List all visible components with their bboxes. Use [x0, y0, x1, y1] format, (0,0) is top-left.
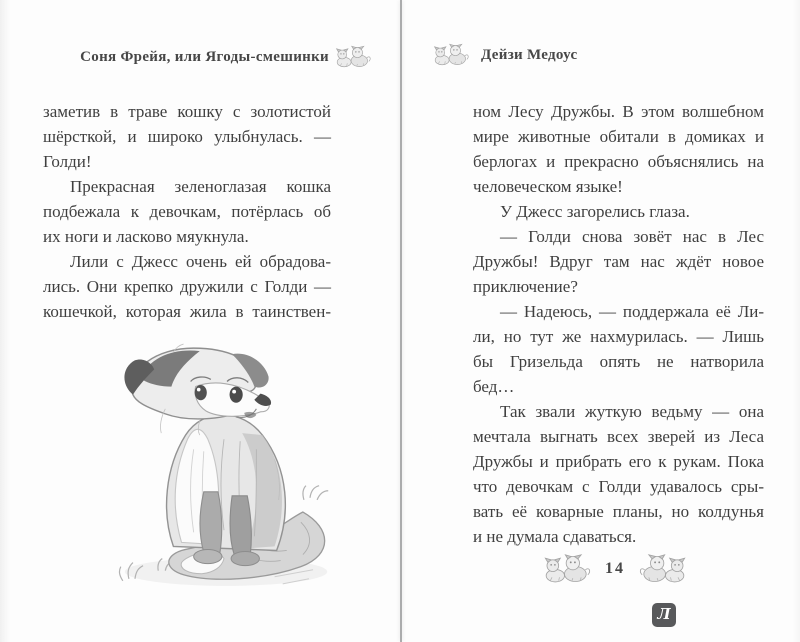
author-name: Дейзи Медоус	[481, 46, 578, 63]
two-puppies-sketch-icon	[432, 40, 470, 70]
text-line: У Джесс загорелись глаза.	[500, 202, 690, 221]
text-line: человеческом языке!	[473, 177, 623, 196]
text-line: лись. Они крепко дружили с Голди —	[43, 277, 331, 296]
text-line: Так звали жуткую ведьму — она	[500, 402, 764, 421]
text-line: — Надеюсь, — поддержала её Ли-	[500, 302, 764, 321]
text-line: бед…	[473, 377, 515, 396]
text-line: вать её коварные планы, но колдунья	[473, 502, 764, 521]
text-line: мечтала выгнать всех зверей из Леса	[473, 427, 764, 446]
text-line: Лили с Джесс очень ей обрадова-	[70, 252, 331, 271]
page-gutter-divider	[400, 0, 402, 642]
text-line: мире животные обитали в домиках и	[473, 127, 764, 146]
text-line: что девочкам с Голди удавалось сры-	[473, 477, 764, 496]
text-line: Прекрасная зеленоглазая кошка	[70, 177, 331, 196]
two-puppies-sketch-icon	[334, 42, 372, 72]
text-line: берлогах и прекрасно объяснялись на	[473, 152, 764, 171]
labirint-watermark-logo	[652, 603, 676, 627]
text-line: бы Гризельда опять не натворила	[473, 352, 764, 371]
text-line: кошечкой, которая жила в таинствен-	[43, 302, 331, 321]
text-line: подбежала к девочкам, потёрлась об	[43, 202, 331, 221]
text-line: приключение?	[473, 277, 578, 296]
text-line: их ноги и ласково мяукнула.	[43, 227, 249, 246]
page-number: 14	[605, 560, 625, 577]
right-page-header	[432, 40, 577, 70]
animal-group-sketch-icon	[638, 552, 688, 586]
text-line: ном Лесу Дружбы. В этом волшебном	[473, 102, 764, 121]
text-line: Дружбы и прибрать его к рукам. Пока	[473, 452, 764, 471]
text-line: ли, но тут же нахмурилась. — Лишь	[473, 327, 764, 346]
animal-group-sketch-icon	[542, 552, 592, 586]
book-title: Соня Фрейя, или Ягоды-смешинки	[80, 48, 329, 65]
labirint-letter: Л	[657, 604, 671, 623]
text-line: — Голди снова зовёт нас в Лес	[500, 227, 764, 246]
right-page-text	[473, 99, 764, 549]
left-page-text	[43, 99, 331, 324]
text-line: и не думала сдаваться.	[473, 527, 637, 546]
page-footer	[542, 552, 688, 586]
text-line: Дружбы! Вдруг там нас ждёт новое	[473, 252, 764, 271]
text-line: шёрсткой, и широко улыбнулась. —	[43, 127, 331, 146]
right-page	[402, 0, 800, 642]
left-page-header	[80, 42, 372, 72]
text-line: заметив в траве кошку с золотистой	[43, 102, 331, 121]
text-line: Голди!	[43, 152, 92, 171]
fox-illustration	[102, 338, 346, 596]
